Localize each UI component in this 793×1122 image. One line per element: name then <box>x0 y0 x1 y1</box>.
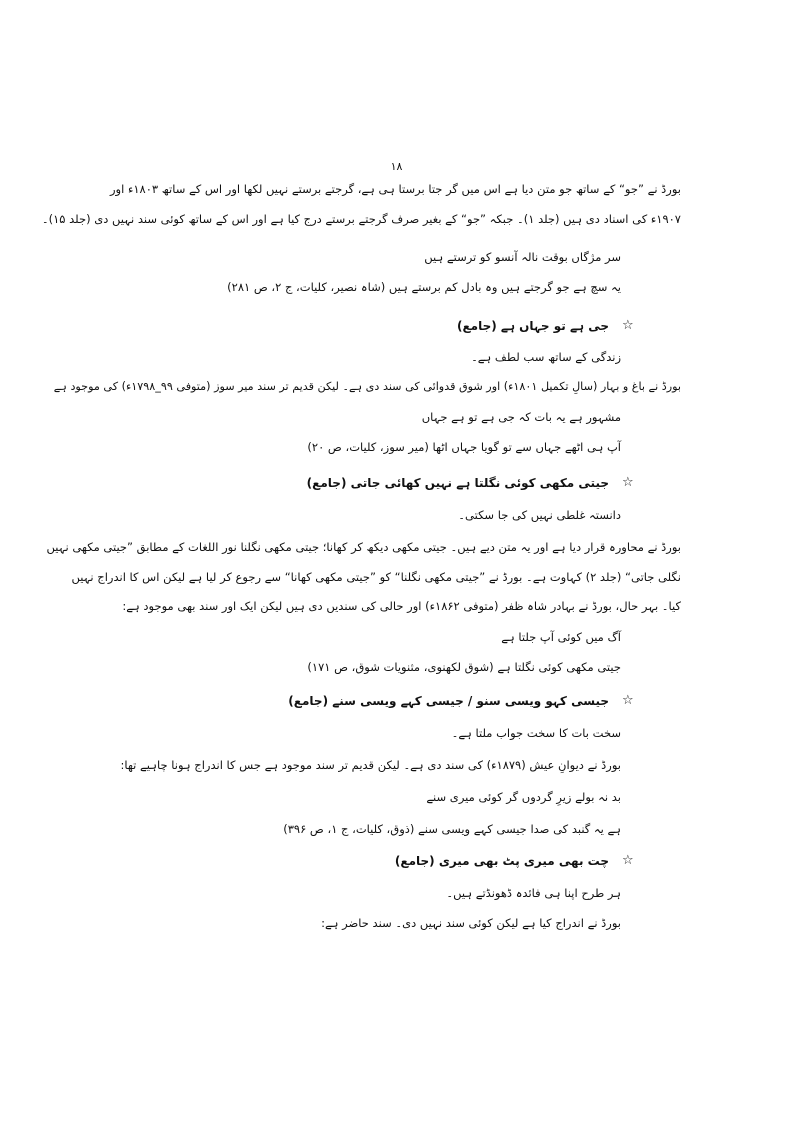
paragraph-line: کیا۔ بہر حال، بورڈ نے بہادر شاہ ظفر (متوفی ۱۸۶۲ء) اور حالی کی سندیں دی ہیں لیکن ایک اور سند بھی موجود ہے: <box>122 599 681 613</box>
paragraph-line: نگلی جاتی“ (جلد ۲) کہاوت ہے۔ بورڈ نے ”جیتی مکھی نگلنا“ کو ”جیتی مکھی کھانا“ سے رجوع کر لیا ہے لیکن اس کا اندراج نہیں <box>71 570 681 584</box>
paragraph-line: بورڈ نے محاورہ قرار دیا ہے اور یہ متن دیے ہیں۔ جیتی مکھی دیکھ کر کھانا؛ جیتی مکھی نگلنا نور اللغات کے مطابق ”جیتی مکھی نہیں <box>46 540 681 554</box>
paragraph-line: ۱۹۰۷ء کی اسناد دی ہیں (جلد ۱)۔ جبکہ ”جو“ کے بغیر صرف گرجتے برستے درج کیا ہے اور اس کے ساتھ کوئی سند نہیں دی (جلد ۱۵)۔ <box>41 212 681 226</box>
verse-line: آگ میں کوئی آپ جلتا ہے <box>501 630 621 644</box>
paragraph-line: بورڈ نے ”جو“ کے ساتھ جو متن دیا ہے اس میں گر جتا برستا ہی ہے، گرجتے برستے نہیں لکھا اور اس کے ساتھ ۱۸۰۳ء اور <box>110 182 681 196</box>
verse-line: جیتی مکھی کوئی نگلتا ہے (شوق لکھنوی، مثنویات شوق، ص ۱۷۱) <box>307 660 621 674</box>
entry-heading: چت بھی میری پٹ بھی میری (جامع) <box>394 854 609 868</box>
star-icon: ☆ <box>622 853 634 868</box>
star-icon: ☆ <box>622 475 634 490</box>
entry-heading: جیتی مکھی کوئی نگلتا ہے نہیں کھائی جاتی (جامع) <box>306 476 609 490</box>
paragraph-line: بورڈ نے دیوانِ عیش (۱۸۷۹ء) کی سند دی ہے۔ لیکن قدیم تر سند موجود ہے جس کا اندراج ہونا چاہیے تھا: <box>120 758 621 772</box>
star-icon: ☆ <box>622 318 634 333</box>
verse-line: بد نہ بولے زیرِ گردوں گر کوئی میری سنے <box>426 790 621 804</box>
definition-line: ہر طرح اپنا ہی فائدہ ڈھونڈتے ہیں۔ <box>446 886 621 900</box>
verse-line: آپ ہی اٹھے جہاں سے تو گویا جہاں اٹھا (میر سوز، کلیات، ص ۲۰) <box>307 440 621 454</box>
definition-line: زندگی کے ساتھ سب لطف ہے۔ <box>471 350 621 364</box>
paragraph-line: بورڈ نے باغ و بہار (سالِ تکمیل ۱۸۰۱ء) اور شوق قدوائی کی سند دی ہے۔ لیکن قدیم تر سند میر سوز (متوفی ۹۹_۱۷۹۸ء) کی موجود ہے <box>53 380 681 393</box>
verse-line: مشہور ہے یہ بات کہ جی ہے تو ہے جہاں <box>421 410 621 424</box>
star-icon: ☆ <box>622 693 634 708</box>
entry-heading: جیسی کہو ویسی سنو / جیسی کہے ویسی سنے (جامع) <box>288 694 609 708</box>
definition-line: دانستہ غلطی نہیں کی جا سکتی۔ <box>458 508 621 522</box>
page-number: ۱۸ <box>390 160 403 173</box>
paragraph-line: بورڈ نے اندراج کیا ہے لیکن کوئی سند نہیں دی۔ سند حاضر ہے: <box>321 916 621 930</box>
verse-line: سر مژگاں بوقت نالہ آنسو کو ترستے ہیں <box>424 250 621 264</box>
verse-line: یہ سچ ہے جو گرجتے ہیں وہ بادل کم برستے ہیں (شاہ نصیر، کلیات، ج ۲، ص ۲۸۱) <box>227 280 621 294</box>
definition-line: سخت بات کا سخت جواب ملتا ہے۔ <box>451 726 621 740</box>
entry-heading: جی ہے تو جہاں ہے (جامع) <box>456 319 609 333</box>
verse-line: ہے یہ گنبد کی صدا جیسی کہے ویسی سنے (ذوق، کلیات، ج ۱، ص ۳۹۶) <box>283 822 621 836</box>
